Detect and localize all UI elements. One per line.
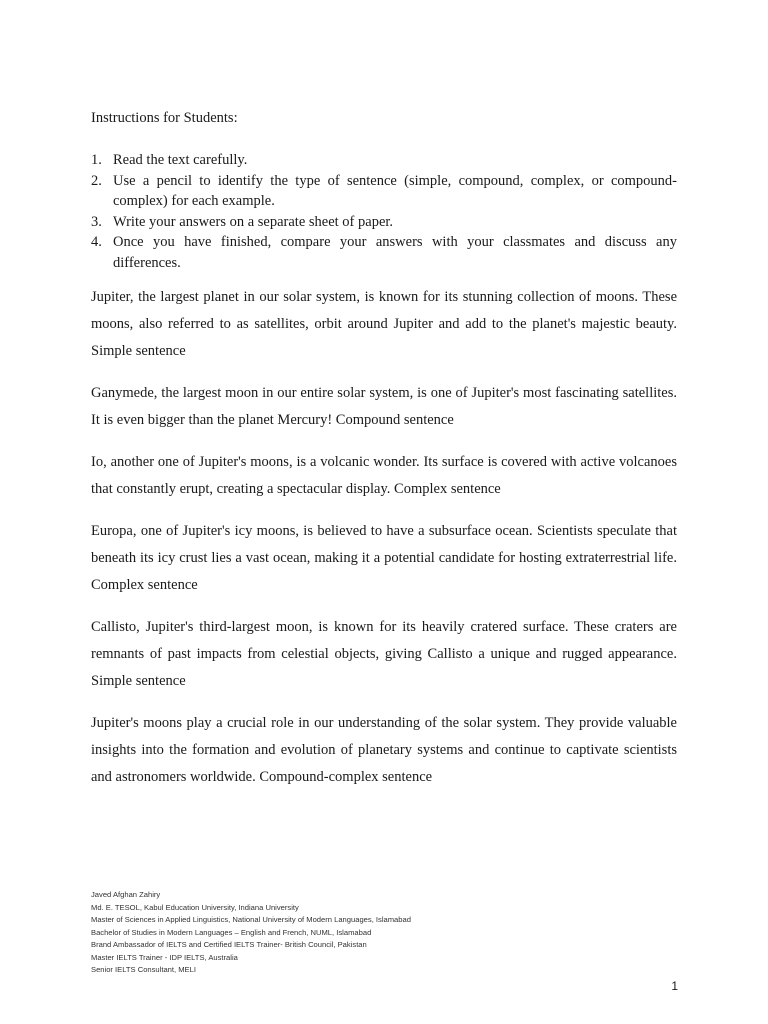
- instruction-number: 1.: [91, 152, 102, 168]
- instructions-list: [91, 150, 677, 274]
- paragraph-ganymede: Ganymede, the largest moon in our entire solar system, is one of Jupiter's most fascinating satellites. It is even bigger than the planet Mercury! Compound sentence: [91, 385, 677, 428]
- author-credentials: [91, 889, 411, 977]
- author-name: Javed Afghan Zahiry: [91, 890, 161, 899]
- instruction-number: 3.: [91, 213, 102, 230]
- credential-line: Brand Ambassador of IELTS and Certified IELTS Trainer- British Council, Pakistan: [91, 940, 367, 949]
- instruction-item: [91, 171, 677, 212]
- paragraph-europa: Europa, one of Jupiter's icy moons, is believed to have a subsurface ocean. Scientists speculate that beneath its icy crust lies a vast ocean, making it a potential candidate for hosting extraterrestrial life. Complex sentence: [91, 523, 677, 593]
- instruction-item: [91, 212, 677, 233]
- credential-line: Master IELTS Trainer - IDP IELTS, Australia: [91, 952, 238, 962]
- paragraph-jupiter: Jupiter, the largest planet in our solar system, is known for its stunning collection of moons. These moons, also referred to as satellites, orbit around Jupiter and add to the planet's majestic beauty. Simple sentence: [91, 289, 677, 359]
- instruction-text: Once you have finished, compare your answers with your classmates and discuss any differences.: [113, 234, 677, 271]
- instruction-text: Use a pencil to identify the type of sentence (simple, compound, complex, or compound-complex) for each example.: [113, 172, 677, 210]
- instruction-item: [91, 150, 677, 171]
- instructions-heading: Instructions for Students:: [91, 110, 238, 126]
- instruction-number: 2.: [91, 172, 102, 189]
- paragraph-io: Io, another one of Jupiter's moons, is a volcanic wonder. Its surface is covered with active volcanoes that constantly erupt, creating a spectacular display. Complex sentence: [91, 454, 677, 497]
- instruction-item: [91, 232, 677, 273]
- credential-line: Md. E. TESOL, Kabul Education University, Indiana University: [91, 902, 299, 912]
- page-number: 1: [671, 979, 678, 993]
- instruction-text: Write your answers on a separate sheet of paper.: [113, 213, 394, 230]
- paragraph-conclusion: Jupiter's moons play a crucial role in our understanding of the solar system. They provide valuable insights into the formation and evolution of planetary systems and continue to captivate scientists and astronomers worldwide. Compound-complex sentence: [91, 715, 677, 785]
- instruction-text: Read the text carefully.: [113, 152, 248, 168]
- instruction-number: 4.: [91, 234, 102, 251]
- credential-line: Senior IELTS Consultant, MELI: [91, 965, 196, 974]
- credential-line: Bachelor of Studies in Modern Languages – English and French, NUML, Islamabad: [91, 927, 372, 937]
- credential-line: Master of Sciences in Applied Linguistics, National University of Modern Languages, Islamabad: [91, 915, 411, 924]
- paragraph-callisto: Callisto, Jupiter's third-largest moon, is known for its heavily cratered surface. These craters are remnants of past impacts from celestial objects, giving Callisto a unique and rugged appearance. Simple sentence: [91, 619, 677, 689]
